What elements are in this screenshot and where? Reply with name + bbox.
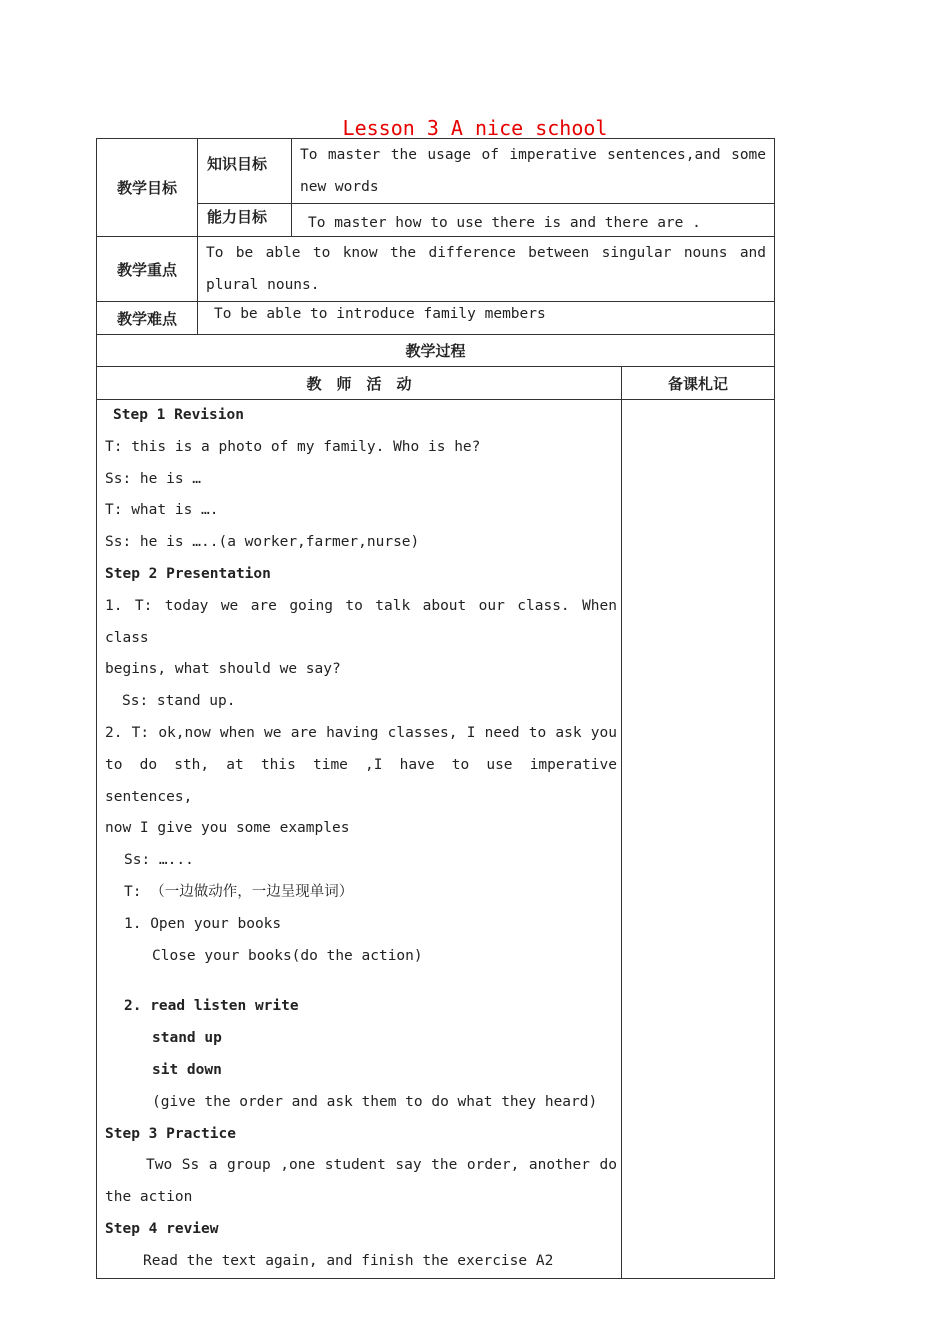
dialogue-line: 2. T: ok,now when we are having classes, I need to ask you [105,724,617,741]
step-heading: Step 2 Presentation [105,565,271,582]
difficulties-text: To be able to introduce family members [198,302,775,335]
dialogue-line: T: （一边做动作，一边呈现单词） [124,883,354,900]
list-item: sit down [152,1061,222,1078]
step-heading: Step 3 Practice [105,1125,236,1142]
notes-header: 备课札记 [622,367,775,400]
list-item: stand up [152,1030,222,1047]
knowledge-objective-label: 知识目标 [198,139,292,204]
ability-objective-label: 能力目标 [198,204,292,237]
knowledge-objective-text [292,139,775,204]
teacher-activity-header: 教 师 活 动 [97,367,622,400]
dialogue-line: begins, what should we say? [105,661,341,678]
process-title: 教学过程 [97,335,775,367]
step-heading: Step 1 Revision [113,407,244,423]
dialogue-line: Ss: stand up. [122,693,236,710]
notes-content [622,400,775,1279]
dialogue-line: to do sth, at this time ,I have to use imperative sentences, [105,756,617,805]
dialogue-line: T: what is …. [105,502,219,519]
dialogue-line: Ss: he is …..(a worker,farmer,nurse) [105,534,420,551]
dialogue-line: the action [105,1189,193,1206]
dialogue-line: Ss: he is … [105,470,202,487]
list-item: 2. read listen write [124,998,299,1015]
list-item: 1. Open your books [124,915,282,932]
key-points-label: 教学重点 [97,237,198,302]
lesson-plan-table [96,138,775,1279]
difficulties-label: 教学难点 [97,302,198,335]
knowledge-objective-line: To master the usage of imperative sentences,and some [300,147,767,163]
key-points-line: To be able to know the difference between singular nouns and [206,245,767,261]
dialogue-line: 1. T: today we are going to talk about our class. When class [105,597,617,646]
step-heading: Step 4 review [105,1220,219,1237]
knowledge-objective-line: new words [300,179,379,195]
dialogue-line: Read the text again, and finish the exercise A2 [143,1252,554,1269]
dialogue-line: Ss: …... [124,852,194,869]
dialogue-line: now I give you some examples [105,820,350,837]
page-title: Lesson 3 A nice school [342,116,608,140]
list-item: Close your books(do the action) [152,947,423,964]
teacher-activity-content [97,400,622,1279]
key-points-text [198,237,775,302]
key-points-line: plural nouns. [206,277,320,293]
ability-objective-text: To master how to use there is and there are . [292,204,775,237]
dialogue-line: (give the order and ask them to do what they heard) [152,1093,598,1110]
objectives-label: 教学目标 [97,139,198,237]
dialogue-line: T: this is a photo of my family. Who is he? [105,438,481,455]
dialogue-line: Two Ss a group ,one student say the order, another do [146,1157,617,1174]
